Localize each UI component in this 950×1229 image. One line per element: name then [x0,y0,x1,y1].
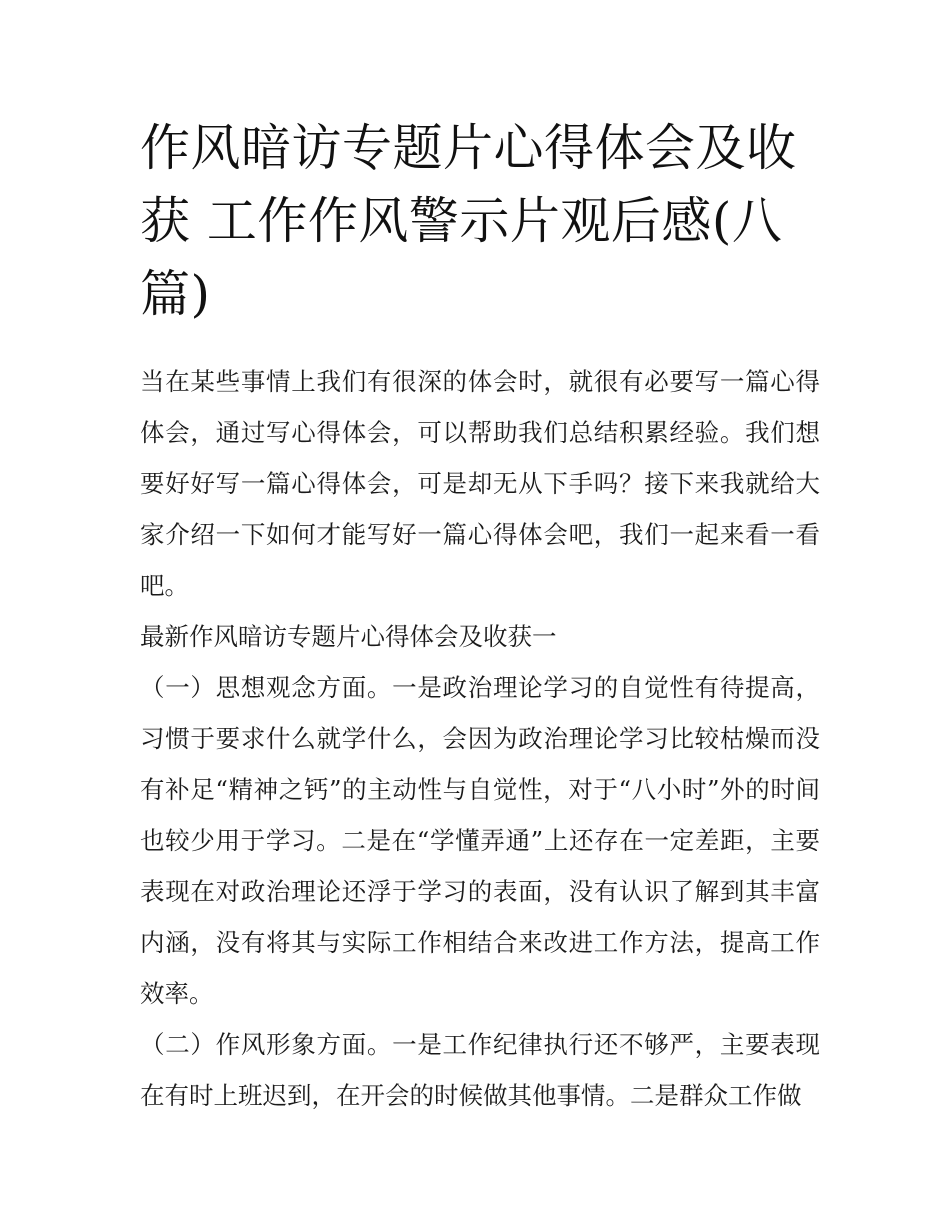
paragraph-work-style: （二）作风形象方面。一是工作纪律执行还不够严，主要表现在有时上班迟到，在开会的时候做其他事情。二是群众工作做 [140,1030,820,1110]
intro-paragraph: 当在某些事情上我们有很深的体会时，就很有必要写一篇心得体会，通过写心得体会，可以帮助我们总结积累经验。我们想要好好写一篇心得体会，可是却无从下手吗？接下来我就给大家介绍一下如何才能写好一篇心得体会吧，我们一起来看一看吧。 [140,367,820,600]
paragraph-ideology: （一）思想观念方面。一是政治理论学习的自觉性有待提高，习惯于要求什么就学什么，会因为政治理论学习比较枯燥而没有补足“精神之钙”的主动性与自觉性，对于“八小时”外的时间也较少用于学习。二是在“学懂弄通”上还存在一定差距，主要表现在对政治理论还浮于学习的表面，没有认识了解到其丰富内涵，没有将其与实际工作相结合来改进工作方法，提高工作效率。 [140,673,820,1008]
section-heading: 最新作风暗访专题片心得体会及收获一 [140,622,557,651]
document-body [140,356,820,1121]
document-title: 作风暗访专题片心得体会及收获 工作作风警示片观后感(八篇) [140,119,797,323]
